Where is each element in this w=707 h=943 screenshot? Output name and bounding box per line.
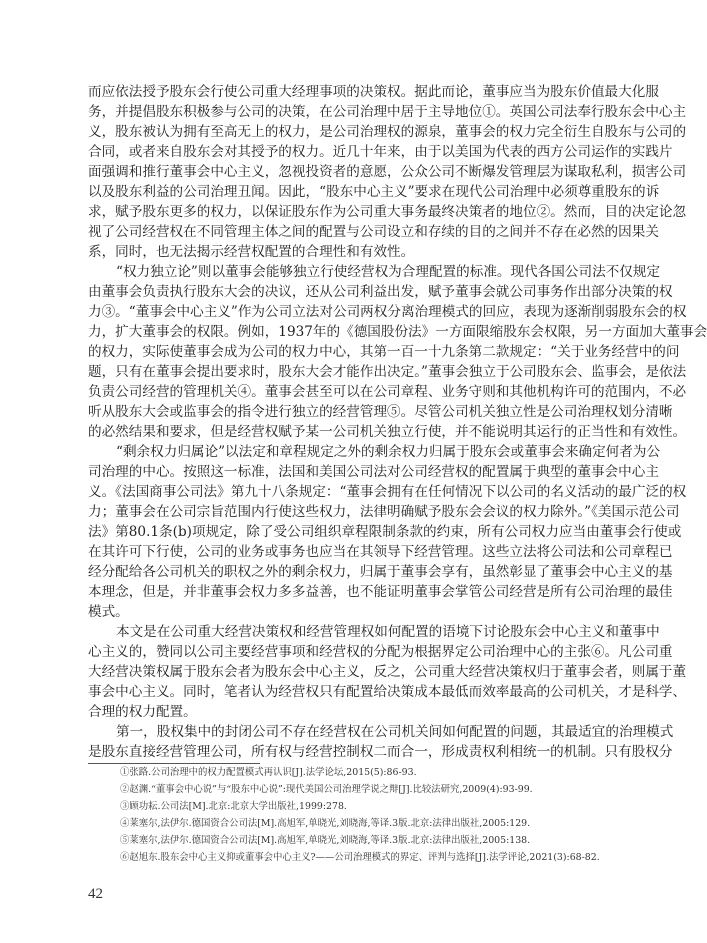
footnote: ⑥赵旭东.股东会中心主义抑或董事会中心主义?——公司治理模式的界定、评判与选择[J].法学评论,2021(3):68-82. bbox=[120, 852, 600, 863]
text-line: 以及股东利益的公司治理丑闻。因此，“股东中心主义”要求在现代公司治理中必须尊重股东的诉 bbox=[88, 184, 660, 200]
paragraph bbox=[88, 262, 707, 442]
text-line: 合同，或者来自股东会对其授予的权力。近几十年来，由于以美国为代表的西方公司运作的实践片 bbox=[88, 144, 673, 160]
text-line: 而应依法授予股东会行使公司重大经理事项的决策权。据此而论，董事应当为股东价值最大化服 bbox=[88, 84, 659, 100]
footnote: ②赵渊.“董事会中心说”与“股东中心说”:现代美国公司治理学说之辩[J].比较法研究,2009(4):93-99. bbox=[120, 784, 533, 795]
text-line: 事会中心主义。同时，笔者认为经营权只有配置给决策成本最低而效率最高的公司机关，才是科学、 bbox=[88, 684, 687, 700]
text-line: 力，扩大董事会的权限。例如，1937年的《德国股份法》一方面限缩股东会权限，另一方面加大董事会 bbox=[88, 324, 707, 340]
text-line: 义。《法国商事公司法》第九十八条规定：“董事会拥有在任何情况下以公司的名义活动的最广泛的权 bbox=[88, 484, 687, 500]
text-line: 第一，股权集中的封闭公司不存在经营权在公司机关间如何配置的问题，其最适宜的治理模式 bbox=[116, 724, 674, 740]
text-line: 司治理的中心。按照这一标准，法国和美国公司法对公司经营权的配置属于典型的董事会中心主 bbox=[88, 464, 659, 480]
footnote: ⑤莱塞尔,法伊尔.德国资合公司法[M].高旭军,单晓光,刘晓海,等译.3版.北京:法律出版社,2005:138. bbox=[120, 835, 531, 846]
text-line: 求，赋予股东更多的权力，以保证股东作为公司重大事务最终决策者的地位②。然而，目的决定论忽 bbox=[88, 204, 687, 220]
text-line: “剩余权力归属论”以法定和章程规定之外的剩余权力归属于股东会或董事会来确定何者为公 bbox=[116, 444, 661, 460]
text-line: 负责公司经营的管理机关④。董事会甚至可以在公司章程、业务守则和其他机构许可的范围内，不必 bbox=[88, 384, 687, 400]
text-line: 的必然结果和要求，但是经营权赋予某一公司机关独立行使，并不能说明其运行的正当性和有效性。 bbox=[88, 424, 687, 440]
text-line: 题，只有在董事会提出要求时，股东大会才能作出决定。”董事会独立于公司股东会、监事会，是依法 bbox=[88, 364, 687, 380]
text-line: 心主义的，赞同以公司主要经营事项和经营权的分配为根据界定公司治理中心的主张⑥。凡公司重 bbox=[88, 644, 673, 660]
paragraph bbox=[88, 82, 687, 262]
text-line: 由董事会负责执行股东大会的决议，还从公司利益出发，赋予董事会就公司事务作出部分决策的权 bbox=[88, 284, 673, 300]
text-line: 的权力，实际使董事会成为公司的权力中心，其第一百一十九条第二款规定：“关于业务经营中的问 bbox=[88, 344, 680, 360]
text-line: 力；董事会在公司宗旨范围内行使这些权力，法律明确赋予股东会会议的权力除外。”《美国示范公司 bbox=[88, 504, 680, 520]
text-line: 大经营决策权属于股东会者为股东会中心主义，反之，公司重大经营决策权归于董事会者，则属于董 bbox=[88, 664, 687, 680]
text-line: 在其许可下行使，公司的业务或事务也应当在其领导下经营管理。这些立法将公司法和公司章程已 bbox=[88, 544, 673, 560]
text-line: 合理的权力配置。 bbox=[88, 704, 197, 720]
text-line: 务，并提倡股东积极参与公司的决策，在公司治理中居于主导地位①。英国公司法奉行股东会中心主 bbox=[88, 104, 687, 120]
page-number: 42 bbox=[88, 886, 103, 902]
text-line: 本理念，但是，并非董事会权力多多益善，也不能证明董事会掌管公司经营是所有公司治理的最佳 bbox=[88, 584, 673, 600]
text-line: 力③。“董事会中心主义”作为公司立法对公司两权分离治理模式的回应，表现为逐渐削弱股东会的权 bbox=[88, 304, 687, 320]
text-line: 面强调和推行董事会中心主义，忽视投资者的意愿，公众公司不断爆发管理层为谋取私利，损害公司 bbox=[88, 164, 687, 180]
footnote: ①张路.公司治理中的权力配置模式再认识[J].法学论坛,2015(5):86-93. bbox=[120, 767, 417, 778]
paragraph bbox=[88, 622, 687, 722]
text-line: 是股东直接经营管理公司，所有权与经营控制权二而合一，形成责权利相统一的机制。只有股权分 bbox=[88, 744, 673, 760]
footnotes bbox=[120, 764, 610, 866]
text-line: 系，同时，也无法揭示经营权配置的合理性和有效性。 bbox=[88, 244, 415, 260]
text-line: “权力独立论”则以董事会能够独立行使经营权为合理配置的标准。现代各国公司法不仅规定 bbox=[116, 264, 661, 280]
paragraph bbox=[88, 722, 674, 762]
text-line: 本文是在公司重大经营决策权和经营管理权如何配置的语境下讨论股东会中心主义和董事中 bbox=[116, 624, 660, 640]
paragraph bbox=[88, 442, 687, 622]
text-line: 经分配给各公司机关的职权之外的剩余权力，归属于董事会享有，虽然彰显了董事会中心主义的基 bbox=[88, 564, 673, 580]
footnote: ④莱塞尔,法伊尔.德国资合公司法[M].高旭军,单晓光,刘晓海,等译.3版.北京:法律出版社,2005:129. bbox=[120, 818, 531, 829]
body-text bbox=[88, 82, 707, 762]
text-line: 听从股东大会或监事会的指令进行独立的经营管理⑤。尽管公司机关独立性是公司治理权划分清晰 bbox=[88, 404, 673, 420]
text-line: 模式。 bbox=[88, 604, 129, 620]
footnote: ③顾功耘.公司法[M].北京:北京大学出版社,1999:278. bbox=[120, 801, 347, 812]
text-line: 视了公司经营权在不同管理主体之间的配置与公司设立和存续的目的之间并不存在必然的因果关 bbox=[88, 224, 659, 240]
text-line: 义，股东被认为拥有至高无上的权力，是公司治理权的源泉，董事会的权力完全衍生自股东与公司的 bbox=[88, 124, 687, 140]
text-line: 法》第80.1条(b)项规定，除了受公司组织章程限制条款的约束，所有公司权力应当由董事会行使或 bbox=[88, 524, 682, 540]
